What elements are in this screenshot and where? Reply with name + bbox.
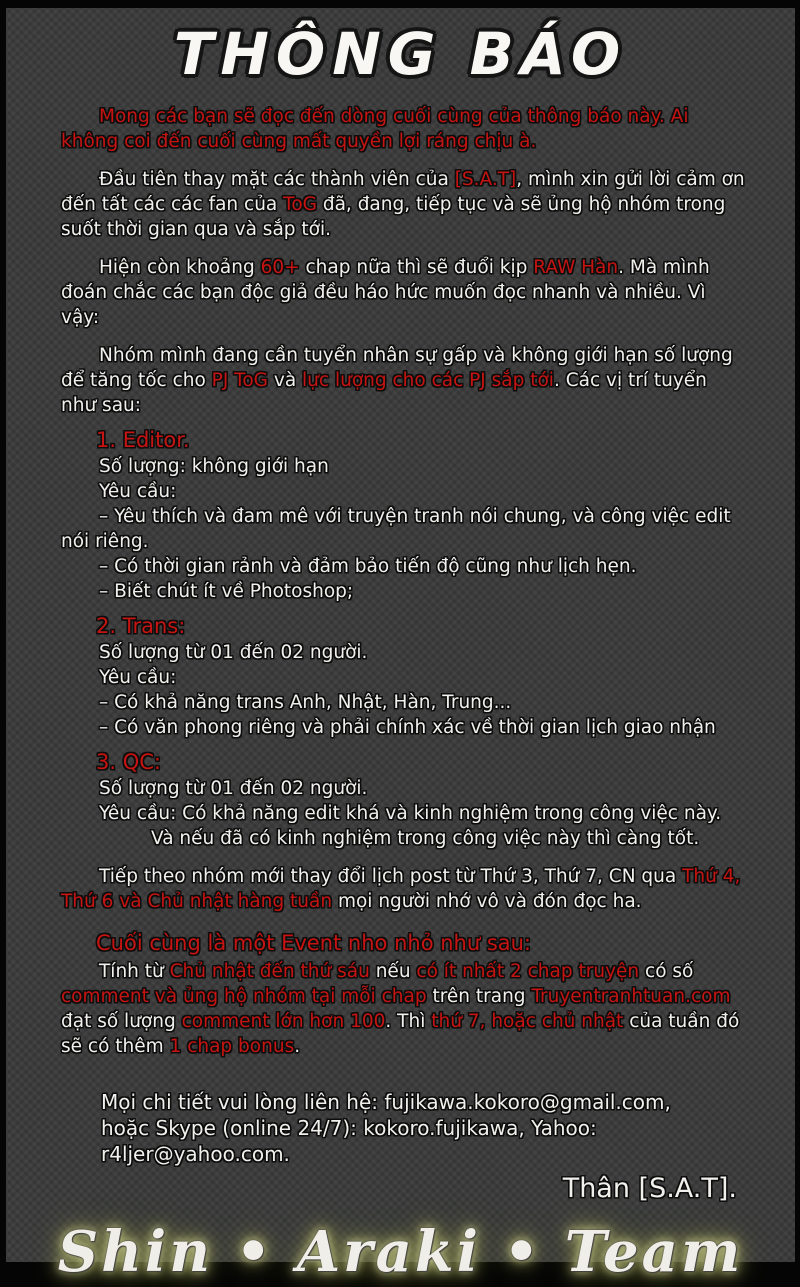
text-segment: PJ ToG [212,370,268,391]
section-line [61,801,747,826]
text-segment: của tuần đó sẽ có thêm [61,1011,739,1057]
text-segment: Tiếp theo nhóm mới thay đổi lịch post từ Thứ 3, Thứ 7, CN qua [99,866,682,887]
text-segment: – Biết chút ít về Photoshop; [99,581,353,602]
section-line [61,454,747,479]
text-segment: Mong các bạn sẽ đọc đến dòng cuối cùng của thông báo này. Ai không coi đến cuối cùng mất quyền lợi ráng chịu à. [61,106,688,152]
section-heading-qc [96,749,747,776]
text-segment: nếu [370,961,417,982]
text-segment: . Thì [385,1011,431,1032]
text-segment: Yêu cầu: [99,481,176,502]
text-segment: thứ 7, hoặc chủ nhật [431,1011,623,1032]
paragraph-thanks [61,167,747,242]
text-segment: có số [639,961,693,982]
text-segment: comment lớn hơn 100 [182,1011,386,1032]
text-segment: . Các vị trí tuyển như sau: [61,370,707,416]
text-segment: lực lượng cho các PJ sắp tới [302,370,554,391]
text-segment: . Mà mình đoán chắc các bạn độc giả đều háo hức muốn đọc nhanh và nhiều. Vì vậy: [61,257,710,328]
text-segment: Tính từ [99,961,170,982]
text-segment: Yêu cầu: [99,667,176,688]
team-logo: Shin • Araki • Team [6,1217,795,1287]
intro-warning [61,104,747,154]
contact-line [101,1115,747,1167]
text-segment: và [268,370,302,391]
text-segment: . [294,1036,300,1057]
section-line [61,665,747,690]
page-title: THÔNG BÁO [6,22,795,86]
text-segment: Truyentranhtuan.com [531,986,730,1007]
section-line [61,579,747,604]
paragraph-recruit [61,343,747,418]
text-segment: 60+ [261,257,300,278]
section-heading-editor [96,427,747,454]
text-segment: – Có văn phong riêng và phải chính xác về thời gian lịch giao nhận [99,717,716,738]
section-line [61,776,747,801]
section-line [61,715,747,740]
section-line [61,690,747,715]
text-segment: – Có thời gian rảnh và đảm bảo tiến độ cũng như lịch hẹn. [99,556,637,577]
text-segment: trên trang [427,986,532,1007]
text-segment: hoặc Skype (online 24/7): kokoro.fujikawa, Yahoo: r4ljer@yahoo.com. [101,1116,597,1166]
text-segment: Số lượng: không giới hạn [99,456,329,477]
section-line [61,504,747,554]
text-segment: đã, đang, tiếp tục và sẽ ủng hộ nhóm trong suốt thời gian qua và sắp tới. [61,194,725,240]
announcement-page [6,8,795,1262]
text-segment: 2. Trans: [96,614,185,638]
text-segment: , mình xin gửi lời cảm ơn đến tất các các fan của [61,169,745,215]
text-segment: 3. QC: [96,750,161,774]
text-segment: comment và ủng hộ nhóm tại mỗi chap [61,986,427,1007]
text-segment: Chủ nhật đến thứ sáu [170,961,370,982]
event-heading [96,930,747,957]
text-segment: RAW Hàn [533,257,618,278]
signature: Thân [S.A.T]. [6,1173,737,1205]
contact-line [101,1089,747,1115]
text-segment: 1 chap bonus [170,1036,295,1057]
text-segment: Và nếu đã có kinh nghiệm trong công việc này thì càng tốt. [151,828,699,849]
text-segment: đạt số lượng [61,1011,182,1032]
text-segment: Hiện còn khoảng [99,257,261,278]
section-line-indented [151,826,747,851]
text-segment: ToG [283,194,317,215]
text-segment: Đầu tiên thay mặt các thành viên của [99,169,455,190]
paragraph-schedule [61,864,747,914]
text-segment: Thứ 4, Thứ 6 và Chủ nhật hàng tuần [61,866,740,912]
text-segment: chap nữa thì sẽ đuổi kịp [300,257,534,278]
text-segment: Cuối cùng là một Event nho nhỏ như sau: [96,931,531,955]
paragraph-progress [61,255,747,330]
event-paragraph [61,959,747,1059]
text-segment: [S.A.T] [455,169,517,190]
text-segment: Số lượng từ 01 đến 02 người. [99,642,367,663]
text-segment: có ít nhất 2 chap truyện [416,961,639,982]
text-segment: 1. Editor. [96,428,190,452]
content-blocks [6,104,795,1167]
text-segment: – Có khả năng trans Anh, Nhật, Hàn, Trung... [99,692,511,713]
text-segment: – Yêu thích và đam mê với truyện tranh nói chung, và công việc edit nói riêng. [61,506,731,552]
text-segment: Số lượng từ 01 đến 02 người. [99,778,367,799]
section-line [61,479,747,504]
text-segment: Yêu cầu: Có khả năng edit khá và kinh nghiệm trong công việc này. [99,803,721,824]
section-heading-trans [96,613,747,640]
text-segment: Mọi chi tiết vui lòng liên hệ: fujikawa.kokoro@gmail.com, [101,1090,671,1114]
section-line [61,640,747,665]
section-line [61,554,747,579]
text-segment: Nhóm mình đang cần tuyển nhân sự gấp và không giới hạn số lượng để tăng tốc cho [61,345,733,391]
text-segment: mọi người nhớ vô và đón đọc ha. [332,891,641,912]
